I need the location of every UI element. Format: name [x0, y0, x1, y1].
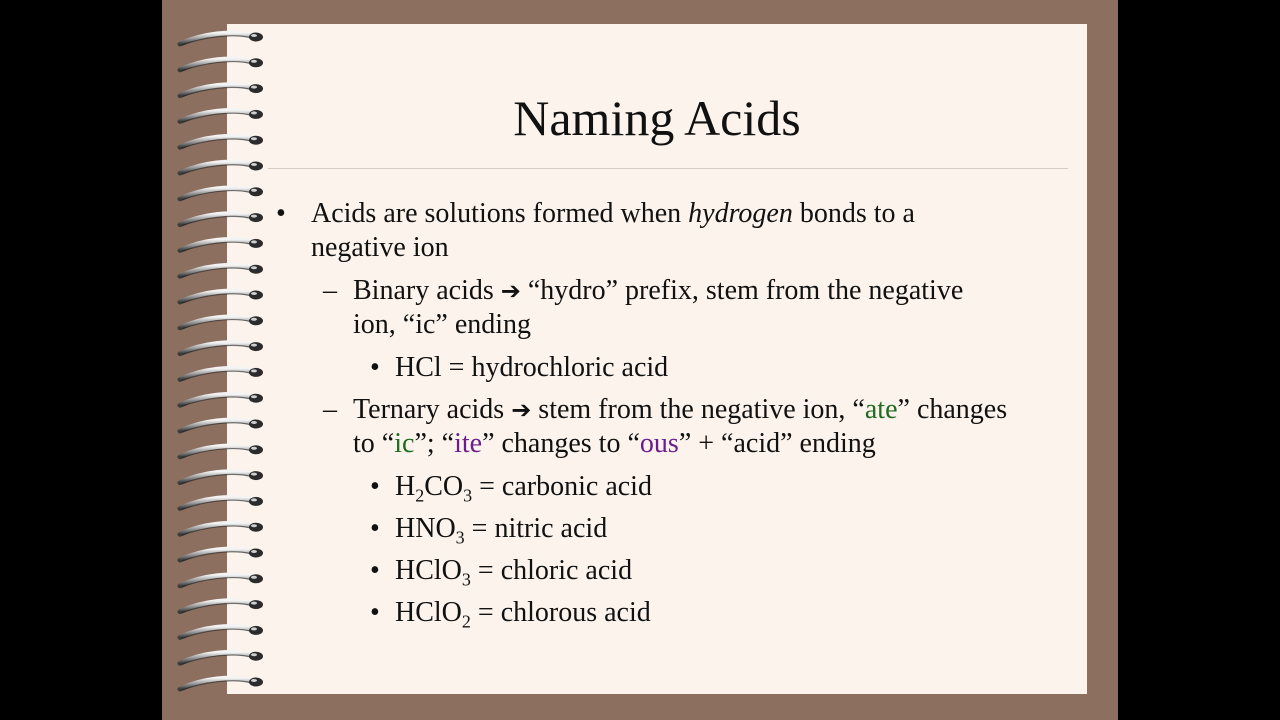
spiral-ring: [180, 291, 263, 304]
example-carbonic: $H_2CO_3$ = carbonic acid: [395, 471, 652, 506]
ternary-acids-line1: Ternary acids ➔ stem from the negative ion, “ate” changes: [353, 394, 1008, 425]
spiral-ring: [180, 678, 263, 691]
bullet-marker: •: [370, 597, 380, 628]
dash-marker: –: [323, 275, 337, 306]
binary-example: HCl = hydrochloric acid: [395, 352, 669, 383]
spiral-ring: [180, 445, 263, 458]
spiral-ring: [180, 342, 263, 355]
main-bullet-line1: Acids are solutions formed when hydrogen bonds to a: [311, 198, 915, 229]
bullet-marker: •: [276, 198, 286, 229]
spiral-ring: [180, 574, 263, 587]
spiral-ring: [180, 420, 263, 433]
slide-title: Naming Acids: [513, 90, 801, 146]
spiral-ring: [180, 394, 263, 407]
emphasis-hydrogen: hydrogen: [688, 198, 793, 229]
spiral-ring: [180, 600, 263, 613]
binary-acids-line2: ion, “ic” ending: [353, 309, 532, 340]
example-chloric: HClO$_3$ = chloric acid: [395, 555, 633, 590]
spiral-ring: [180, 33, 263, 46]
spiral-ring: [180, 549, 263, 562]
spiral-ring: [180, 265, 263, 278]
spiral-ring: [180, 58, 263, 71]
example-nitric: $HNO_3$ = nitric acid: [395, 513, 608, 548]
arrow-icon: ➔: [500, 277, 521, 305]
bullet-marker: •: [370, 555, 380, 586]
spiral-ring: [180, 652, 263, 665]
bullet-marker: •: [370, 513, 380, 544]
spiral-ring: [180, 497, 263, 510]
arrow-icon: ➔: [511, 396, 532, 424]
spiral-ring: [180, 471, 263, 484]
bullet-marker: •: [370, 471, 380, 502]
main-bullet-line2: negative ion: [311, 232, 449, 263]
spiral-ring: [180, 239, 263, 252]
binary-acids-line1: Binary acids ➔ “hydro” prefix, stem from the negative: [353, 275, 964, 306]
spiral-ring: [180, 213, 263, 226]
example-chlorous: HClO$_2$ = chlorous acid: [395, 597, 651, 632]
title-divider: [268, 168, 1068, 169]
bullet-marker: •: [370, 352, 380, 383]
spiral-ring: [180, 187, 263, 200]
spiral-ring: [180, 368, 263, 381]
dash-marker: –: [323, 394, 337, 425]
spiral-ring: [180, 523, 263, 536]
spiral-ring: [180, 162, 263, 175]
spiral-ring: [180, 316, 263, 329]
spiral-ring: [180, 626, 263, 639]
ternary-acids-line2: to “ic”; “ite” changes to “ous” + “acid” ending: [353, 428, 876, 459]
